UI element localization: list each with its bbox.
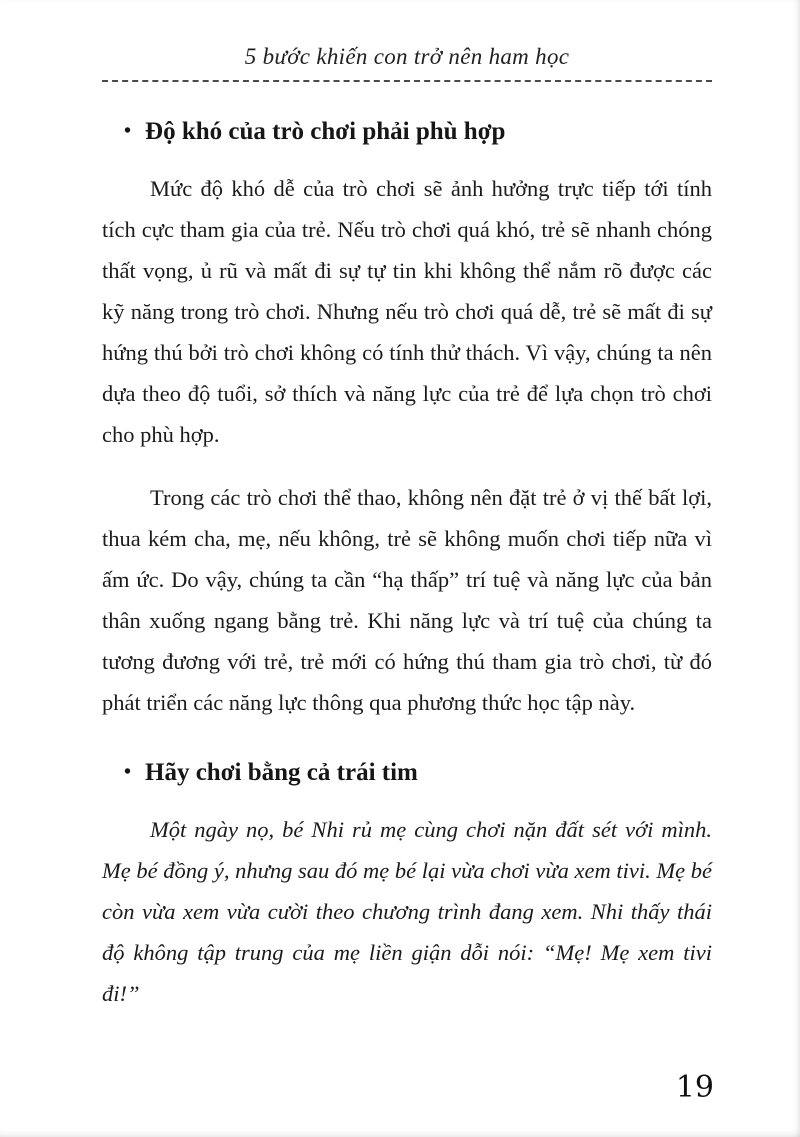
section-heading-text: Hãy chơi bằng cả trái tim bbox=[145, 759, 418, 786]
bullet-icon: • bbox=[124, 761, 132, 783]
header-divider bbox=[102, 80, 712, 82]
page-content bbox=[102, 118, 712, 1014]
bullet-icon: • bbox=[124, 120, 132, 142]
page-header bbox=[102, 0, 712, 82]
section-heading-difficulty bbox=[124, 118, 712, 146]
section-heading-play-with-heart bbox=[124, 759, 712, 787]
running-title: 5 bước khiến con trở nên ham học bbox=[244, 44, 570, 69]
paragraph-story: Một ngày nọ, bé Nhi rủ mẹ cùng chơi nặn đất sét với mình. Mẹ bé đồng ý, nhưng sau đó mẹ bé lại vừa chơi vừa xem tivi. Mẹ bé còn vừa xem vừa cười theo chương trình đang xem. Nhi thấy thái độ không tập trung của mẹ liền giận dỗi nói: “Mẹ! Mẹ xem tivi đi!” bbox=[102, 817, 712, 1006]
section-heading-text: Độ khó của trò chơi phải phù hợp bbox=[145, 118, 506, 145]
page-number: 19 bbox=[675, 1070, 714, 1105]
paragraph: Trong các trò chơi thể thao, không nên đặt trẻ ở vị thế bất lợi, thua kém cha, mẹ, nếu không, trẻ sẽ không muốn chơi tiếp nữa vì ấm ức. Do vậy, chúng ta cần “hạ thấp” trí tuệ và năng lực của bản thân xuống ngang bằng trẻ. Khi năng lực và trí tuệ của chúng ta tương đương với trẻ, trẻ mới có hứng thú tham gia trò chơi, từ đó phát triển các năng lực thông qua phương thức học tập này. bbox=[102, 485, 712, 715]
paragraph: Mức độ khó dễ của trò chơi sẽ ảnh hưởng trực tiếp tới tính tích cực tham gia của trẻ. Nếu trò chơi quá khó, trẻ sẽ nhanh chóng thất vọng, ủ rũ và mất đi sự tự tin khi không thể nắm rõ được các kỹ năng trong trò chơi. Nhưng nếu trò chơi quá dễ, trẻ sẽ mất đi sự hứng thú bởi trò chơi không có tính thử thách. Vì vậy, chúng ta nên dựa theo độ tuổi, sở thích và năng lực của trẻ để lựa chọn trò chơi cho phù hợp. bbox=[102, 176, 712, 447]
